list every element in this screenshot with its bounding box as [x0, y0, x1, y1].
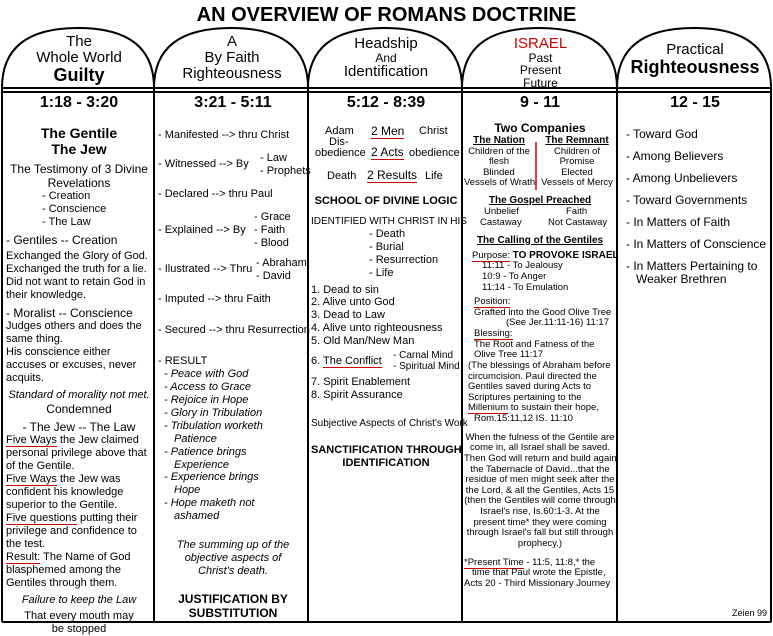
page-title: AN OVERVIEW OF ROMANS DOCTRINE	[196, 4, 577, 26]
header-headship: Headship And Identification	[343, 35, 429, 81]
column-guilty: 1:18 - 3:20 The Gentile The Jew The Testimony of 3 Divine Revelations - Creation - Conscience - The Law - Gentiles -- Creation Exchanged the Glory of God. Exchanged the truth for a lie. Did not want to retain God in their knowledge. - Moralist -- Conscience Judges others and does the same thing. His conscience either accuses or excuses, never acquits. Standard of morality not met. Condemned - The Jew -- The Law Five Ways the Jew claimed personal privilege above that of the Gentile. Five Ways the Jew was confident his knowledge superior to the Gentile. Five questions putting their privilege and confidence to the test. Result: The Name of God blasphemed among the Gentiles through them. Failure to keep the Law That every mouth may be stopped	[6, 94, 152, 614]
header-guilty: The Whole World Guilty	[36, 33, 122, 85]
signature: Zeien 99	[731, 608, 767, 618]
column-practical	[620, 94, 770, 614]
ref-col4: 9 - 11	[519, 94, 561, 111]
ref-col1: 1:18 - 3:20	[39, 94, 119, 111]
header-practical: Practical Righteousness	[630, 41, 760, 77]
ref-col5: 12 - 15	[670, 94, 720, 111]
practical-item: - Toward Governments	[626, 192, 748, 207]
header-israel: ISRAEL Past Present Future	[513, 35, 568, 90]
practical-item: - Among Believers	[626, 148, 724, 163]
practical-item: Weaker Brethren	[636, 271, 727, 286]
practical-item: - Toward God	[626, 126, 698, 141]
practical-item: - In Matters of Faith	[626, 214, 731, 229]
practical-item: - In Matters of Conscience	[626, 236, 767, 251]
ref-col2: 3:21 - 5:11	[194, 94, 272, 111]
column-israel: 9 - 11 Two Companies The Nation Children of the flesh Blinded Vessels of Wrath The Remnant Children of Promise Elected Vessels of Mercy The Gospel Preached Unbelief Faith Castaway Not Castaway The Calling of the Gentiles Purpose: TO PROVOKE ISRAEL 11:11 - To Jealousy 10:9 - To Anger 11:14 - To Emulation Position: Grafted into the Good Olive Tree (See Jer.11:11-16) 11:17 Blessing: The Root and Fatness of the Olive Tree 11:17 (The blessings of Abraham before circumcision. Paul directed the Gentiles saved during Acts to Scriptures pertaining to the Millenium to sustain their hope, Rom.15:11,12 IS. 11:10 When the fulness of the Gentile are come in, all Israel shall be saved. Then God will return and build again the Tabernacle of David...that the residue of men might seek after the the Lord, & all the Gentiles, Acts 15 (then the Gentiles will come through Israel's rise, Is.60:1-3. At the present time* they were coming through Israel's fall but still through prophecy.) *Present Time - 11:5, 11:8,* the time that Paul wrote the Epistle, Acts 20 - Third Missionary Journey	[464, 94, 619, 589]
ref-col3: 5:12 - 8:39	[346, 94, 426, 111]
practical-item: - In Matters Pertaining to	[626, 258, 758, 273]
column-headship: 5:12 - 8:39 Adam 2 Men Christ Dis- obedience 2 Acts obedience Death 2 Results Life SCHOOL OF DIVINE LOGIC IDENTIFIED WITH CHRIST IN HIS - Death - Burial - Resurrection - Life 1. Dead to sin 2. Alive unto God 3. Dead to Law 4. Alive unto righteousness 5. Old Man/New Man 6. The Conflict - Carnal Mind - Spiritual Mind 7. Spirit Enablement 8. Spirit Assurance Subjective Aspects of Christ's Work SANCTIFICATION THROUGH IDENTIFICATION	[311, 94, 468, 470]
column-by-faith: 3:21 - 5:11 - Manifested --> thru Christ - Witnessed --> By - Law - Prophets - Declared --> thru Paul - Explained --> By - Grace - Faith - Blood - Ilustrated --> Thru - Abraham - David - Imputed --> thru Faith - Secured --> thru Resurrection - RESULT - Peace with God - Access to Grace - Rejoice in Hope - Glory in Tribulation - Tribulation worketh Patience - Patience brings Experience - Experience brings Hope - Hope maketh not ashamed The summing up of the objective aspects of Christ's death. JUSTIFICATION BY SUBSTITUTION	[158, 94, 311, 621]
header-by-faith: A By Faith Righteousness	[182, 33, 282, 82]
practical-item: - Among Unbelievers	[626, 170, 738, 185]
